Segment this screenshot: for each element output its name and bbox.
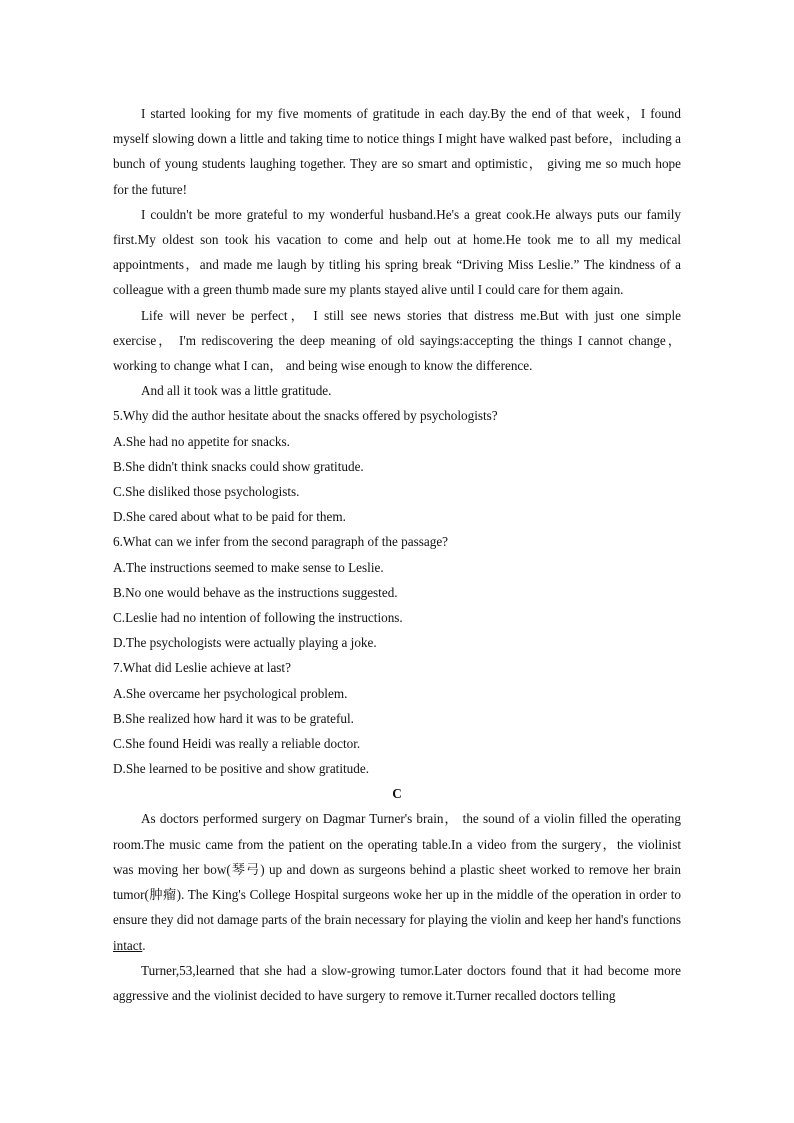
option-a: A.She had no appetite for snacks. bbox=[113, 433, 290, 449]
option-c: C.She disliked those psychologists. bbox=[113, 484, 300, 500]
document-content bbox=[113, 101, 681, 1008]
question-6 bbox=[113, 529, 681, 655]
underlined-word: intact bbox=[113, 937, 143, 953]
question-7 bbox=[113, 655, 681, 781]
option-d: D.She learned to be positive and show gratitude. bbox=[113, 761, 369, 777]
option-b: B.No one would behave as the instructions suggested. bbox=[113, 584, 398, 600]
question-stem: 5.Why did the author hesitate about the snacks offered by psychologists? bbox=[113, 408, 498, 424]
question-5 bbox=[113, 403, 681, 529]
passage-b-paragraph-1: I started looking for my five moments of gratitude in each day.By the end of that week，I found myself slowing down a little and taking time to notice things I might have walked past before，including a bunch of young students laughing together. They are so smart and optimistic， giving me so much hope for the future! bbox=[113, 106, 681, 197]
question-stem: 7.What did Leslie achieve at last? bbox=[113, 660, 291, 676]
option-d: D.The psychologists were actually playing a joke. bbox=[113, 635, 377, 651]
passage-b-paragraph-3: Life will never be perfect， I still see news stories that distress me.But with just one simple exercise， I'm rediscovering the deep meaning of old sayings:accepting the things I cannot change，working to change what I can， and being wise enough to know the difference. bbox=[113, 307, 681, 374]
question-stem: 6.What can we infer from the second paragraph of the passage? bbox=[113, 534, 449, 550]
section-c-heading: C bbox=[392, 786, 402, 802]
option-b: B.She didn't think snacks could show gratitude. bbox=[113, 458, 364, 474]
option-a: A.She overcame her psychological problem. bbox=[113, 685, 348, 701]
option-b: B.She realized how hard it was to be grateful. bbox=[113, 710, 354, 726]
option-c: C.Leslie had no intention of following the instructions. bbox=[113, 610, 403, 626]
passage-b-paragraph-4: And all it took was a little gratitude. bbox=[141, 383, 332, 399]
passage-b-paragraph-2: I couldn't be more grateful to my wonderful husband.He's a great cook.He always puts our family first.My oldest son took his vacation to come and help out at home.He took me to all my medical appointments，and made me laugh by titling his spring break “Driving Miss Leslie.” The kindness of a colleague with a green thumb made sure my plants stayed alive until I could care for them again. bbox=[113, 206, 681, 298]
passage-c-paragraph-1-end: . bbox=[142, 937, 146, 953]
passage-c-paragraph-1 bbox=[113, 806, 681, 957]
option-a: A.The instructions seemed to make sense to Leslie. bbox=[113, 559, 384, 575]
passage-c-paragraph-1-text: As doctors performed surgery on Dagmar Turner's brain， the sound of a violin filled the operating room.The music came from the patient on the operating table.In a video from the surgery，the violinist was moving her bow(琴弓) up and down as surgeons behind a plastic sheet worked to remove her brain tumor(肿瘤). The King's College Hospital surgeons woke her up in the middle of the operation in order to ensure they did not damage parts of the brain necessary for playing the violin and keep her hand's functions bbox=[113, 811, 681, 928]
option-c: C.She found Heidi was really a reliable doctor. bbox=[113, 736, 361, 752]
passage-c-paragraph-2: Turner,53,learned that she had a slow-growing tumor.Later doctors found that it had become more aggressive and the violinist decided to have surgery to remove it.Turner recalled doctors telling bbox=[113, 962, 681, 1003]
option-d: D.She cared about what to be paid for them. bbox=[113, 509, 346, 525]
